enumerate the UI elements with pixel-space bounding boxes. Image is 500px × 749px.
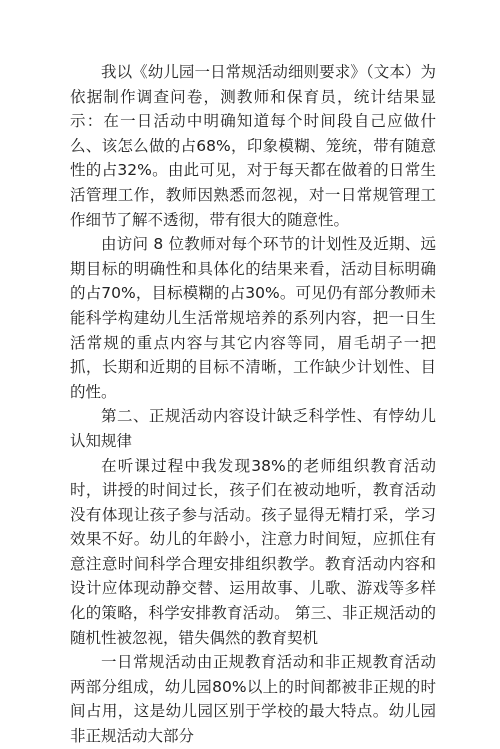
paragraph-teacher-interview: 由访问 8 位教师对每个环节的计划性及近期、远期目标的明确性和具体化的结果来看，活动目标明确的占70%，目标模糊的占30%。可见仍有部分教师未能科学构建幼儿生活常规培养的系列内容，把一日生活常规的重点内容与其它内容等同，眉毛胡子一把抓，长期和近期的目标不清晰，工作缺少计划性、目的性。 <box>70 235 436 401</box>
paragraph-daily-activities: 一日常规活动由正规教育活动和非正规教育活动两部分组成，幼儿园80%以上的时间都被非正规的时间占用，这是幼儿园区别于学校的最大特点。幼儿园非正规活动大部分 <box>70 653 436 746</box>
paragraph-lesson-observation: 在听课过程中我发现38%的老师组织教育活动时，讲授的时间过长，孩子们在被动地听，教育活动没有体现让孩子参与活动。孩子显得无精打采，学习效果不好。幼儿的年龄小，注意力时间短，应抓住有意注意时间科学合理安排组织教学。教育活动内容和设计应体现动静交替、运用故事、儿歌、游戏等多样化的策略，科学安排教育活动。 第三、非正规活动的随机性被忽视，错失偶然的教育契机 <box>70 456 436 647</box>
paragraph-survey-results: 我以《幼儿园一日常规活动细则要求》（文本）为依据制作调查问卷，测教师和保育员，统计结果显示：在一日活动中明确知道每个时间段自己应做什么、该怎么做的占68%，印象模糊、笼统，带有随意性的占32%。由此可见，对于每天都在做着的日常生活管理工作，教师因熟悉而忽视，对一日常规管理工作细节了解不透彻，带有很大的随意性。 <box>70 63 436 229</box>
section-heading-second: 第二、正规活动内容设计缺乏科学性、有悖幼儿认知规律 <box>70 407 436 450</box>
document-page <box>70 60 436 749</box>
